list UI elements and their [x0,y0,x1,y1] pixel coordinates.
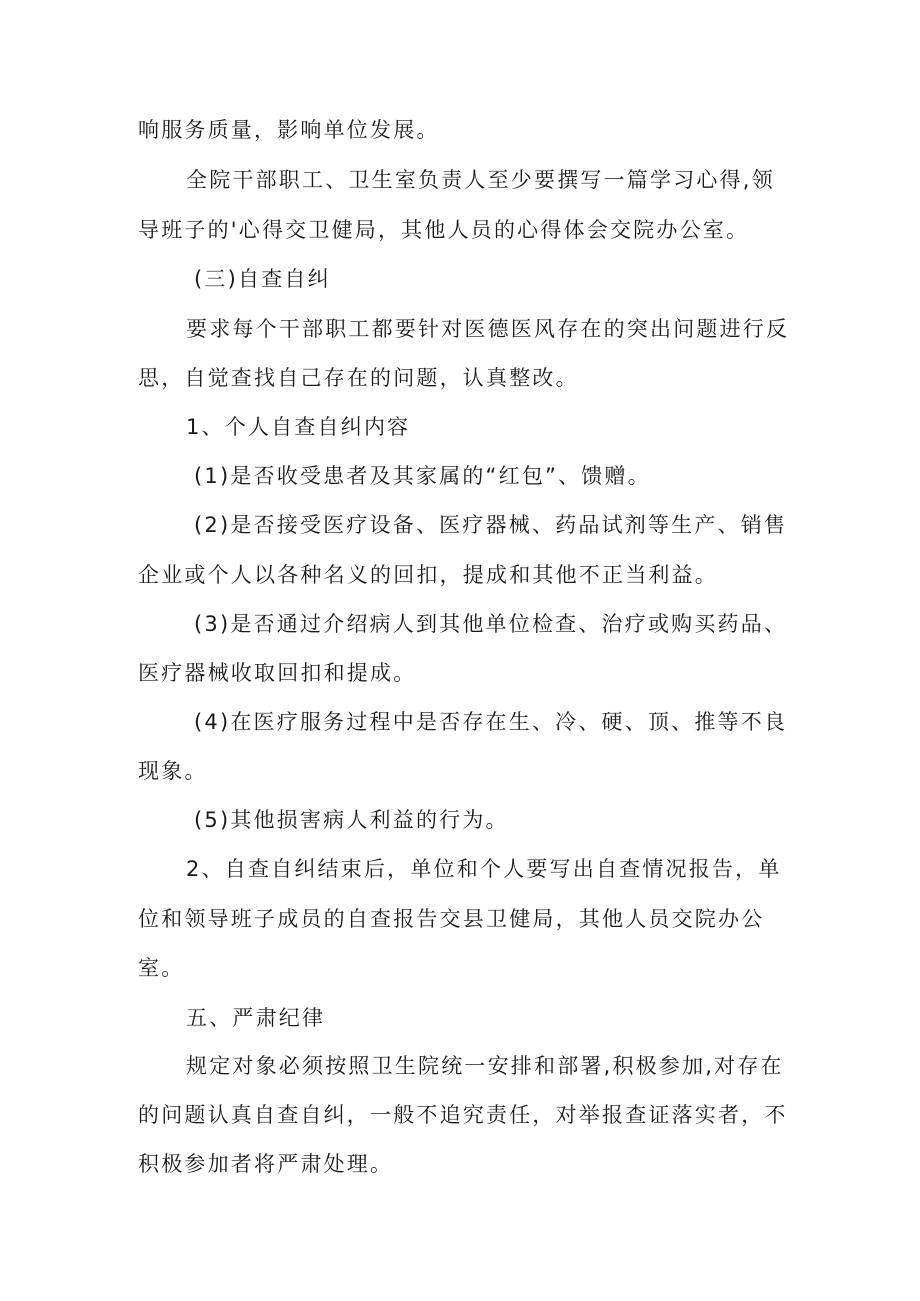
paragraph-line: 思，自觉查找自己存在的问题，认真整改。 [138,366,579,390]
paragraph-line: 全院干部职工、卫生室负责人至少要撰写一篇学习心得,领 [186,168,775,192]
paragraph-line: 要求每个干部职工都要针对医德医风存在的突出问题进行反 [186,317,790,341]
paragraph-line: 规定对象必须按照卫生院统一安排和部署,积极参加,对存在 [186,1054,784,1078]
list-item: (1)是否收受患者及其家属的“红包”、馈赠。 [194,464,651,488]
list-item: (4)在医疗服务过程中是否存在生、冷、硬、顶、推等不良 [194,710,788,734]
list-item: (5)其他损害病人利益的行为。 [194,808,509,832]
sub-heading: 1、个人自查自纠内容 [186,415,411,439]
paragraph-line: 位和领导班子成员的自查报告交县卫健局，其他人员交院办公 [138,907,765,931]
paragraph-line: 2、自查自纠结束后，单位和个人要写出自查情况报告，单 [186,857,782,881]
paragraph-line: 响服务质量，影响单位发展。 [138,118,440,142]
paragraph-line: 积极参加者将严肃处理。 [138,1152,394,1176]
paragraph-line: 企业或个人以各种名义的回扣，提成和其他不正当利益。 [138,563,718,587]
section-heading: (三)自查自纠 [194,267,331,291]
paragraph-line: 室。 [138,956,185,980]
paragraph-line: 现象。 [138,759,208,783]
paragraph-line: 导班子的'心得交卫健局，其他人员的心得体会交院办公室。 [138,218,750,242]
section-heading: 五、严肃纪律 [186,1006,326,1030]
list-item: (3)是否通过介绍病人到其他单位检查、治疗或购买药品、 [194,612,788,636]
paragraph-line: 的问题认真自查自纠，一般不追究责任，对举报查证落实者，不 [138,1103,788,1127]
list-item: (2)是否接受医疗设备、医疗器械、药品试剂等生产、销售 [194,513,788,537]
paragraph-line: 医疗器械收取回扣和提成。 [138,661,417,685]
